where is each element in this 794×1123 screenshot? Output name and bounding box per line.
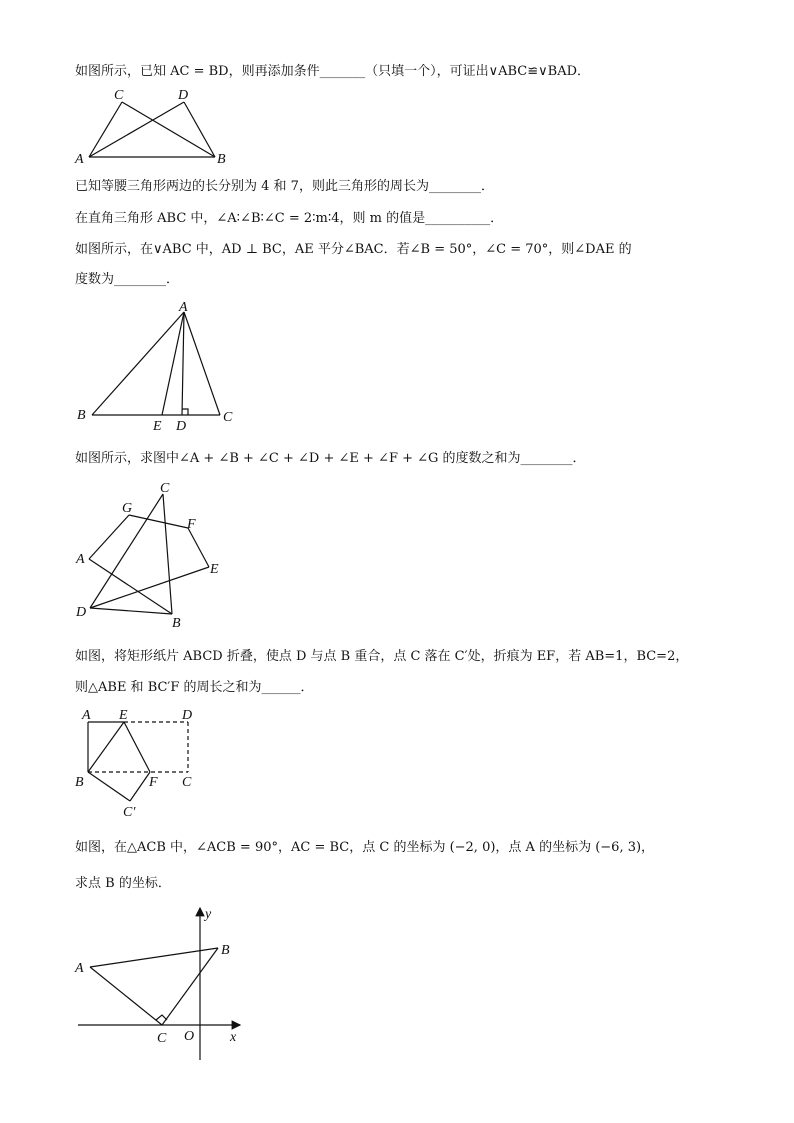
q15-label-b: B xyxy=(75,775,84,790)
q16-label-b: B xyxy=(221,943,230,958)
q13-label-c: C xyxy=(223,410,233,425)
q15-diagram xyxy=(72,704,222,824)
q14-label-c: C xyxy=(160,481,170,496)
question-16-cont xyxy=(75,875,171,893)
q16-label-y: y xyxy=(205,907,212,922)
q16-text2: 求点 B 的坐标． xyxy=(75,876,171,891)
question-14 xyxy=(75,450,586,468)
q13-figure xyxy=(72,300,252,439)
q15-text2: 则△ABE 和 BC′F 的周长之和为______． xyxy=(75,680,314,695)
q10-diagram xyxy=(72,86,242,166)
question-13-cont xyxy=(75,271,179,289)
q13-text: 如图所示，在∨ABC 中，AD ⊥ BC，AE 平分∠BAC．若∠B = 50°，∠C = 70°，则∠DAE 的 xyxy=(75,242,632,257)
q11-text: 已知等腰三角形两边的长分别为 4 和 7，则此三角形的周长为________． xyxy=(75,179,494,194)
q14-label-b: B xyxy=(172,616,181,631)
question-10 xyxy=(75,63,590,81)
q14-diagram xyxy=(72,478,242,633)
q14-label-e: E xyxy=(210,562,219,577)
q15-label-a: A xyxy=(82,708,91,723)
q15-label-f: F xyxy=(149,775,158,790)
q12-text: 在直角三角形 ABC 中，∠A∶∠B∶∠C = 2∶m∶4，则 m 的值是__________． xyxy=(75,211,504,226)
q16-label-c: C xyxy=(157,1031,167,1046)
q14-label-g: G xyxy=(122,501,133,516)
q15-label-e: E xyxy=(119,708,128,723)
question-12 xyxy=(75,210,503,228)
q13-label-a: A xyxy=(179,300,188,315)
q13-label-e: E xyxy=(153,419,162,434)
q13-label-b: B xyxy=(77,408,86,423)
q16-text: 如图，在△ACB 中，∠ACB = 90°，AC = BC，点 C 的坐标为 (−2, 0)，点 A 的坐标为 (−6, 3)， xyxy=(75,840,655,855)
q15-label-c-prime: C′ xyxy=(123,805,136,820)
q15-label-c: C xyxy=(182,775,192,790)
q13-diagram xyxy=(72,300,252,435)
question-13 xyxy=(75,241,632,259)
q10-label-a: A xyxy=(75,152,84,167)
q16-figure xyxy=(72,900,262,1074)
q14-label-f: F xyxy=(187,517,196,532)
question-15-cont xyxy=(75,679,314,697)
q10-label-c: C xyxy=(114,88,124,103)
q13-label-d: D xyxy=(176,419,187,434)
q10-label-b: B xyxy=(217,152,226,167)
q14-label-d: D xyxy=(76,605,87,620)
q15-label-d: D xyxy=(182,708,193,723)
q16-label-a: A xyxy=(75,961,84,976)
q16-label-x: x xyxy=(230,1030,237,1045)
q15-text: 如图，将矩形纸片 ABCD 折叠，使点 D 与点 B 重合，点 C 落在 C′处，折痕为 EF，若 AB=1，BC=2， xyxy=(75,649,689,664)
question-11 xyxy=(75,178,494,196)
q10-figure xyxy=(72,86,242,170)
q16-diagram xyxy=(72,900,262,1070)
q10-label-d: D xyxy=(178,88,189,103)
q14-label-a: A xyxy=(76,552,85,567)
q15-figure xyxy=(72,704,222,828)
q10-text: 如图所示，已知 AC = BD，则再添加条件_______（只填一个），可证出∨ABC≌∨BAD． xyxy=(75,64,591,79)
q13-text2: 度数为________． xyxy=(75,272,180,287)
question-16 xyxy=(75,839,654,857)
q14-figure xyxy=(72,478,242,637)
q16-label-o: O xyxy=(184,1029,195,1044)
question-15 xyxy=(75,648,688,666)
q14-text: 如图所示，求图中∠A + ∠B + ∠C + ∠D + ∠E + ∠F + ∠G 的度数之和为________． xyxy=(75,451,586,466)
